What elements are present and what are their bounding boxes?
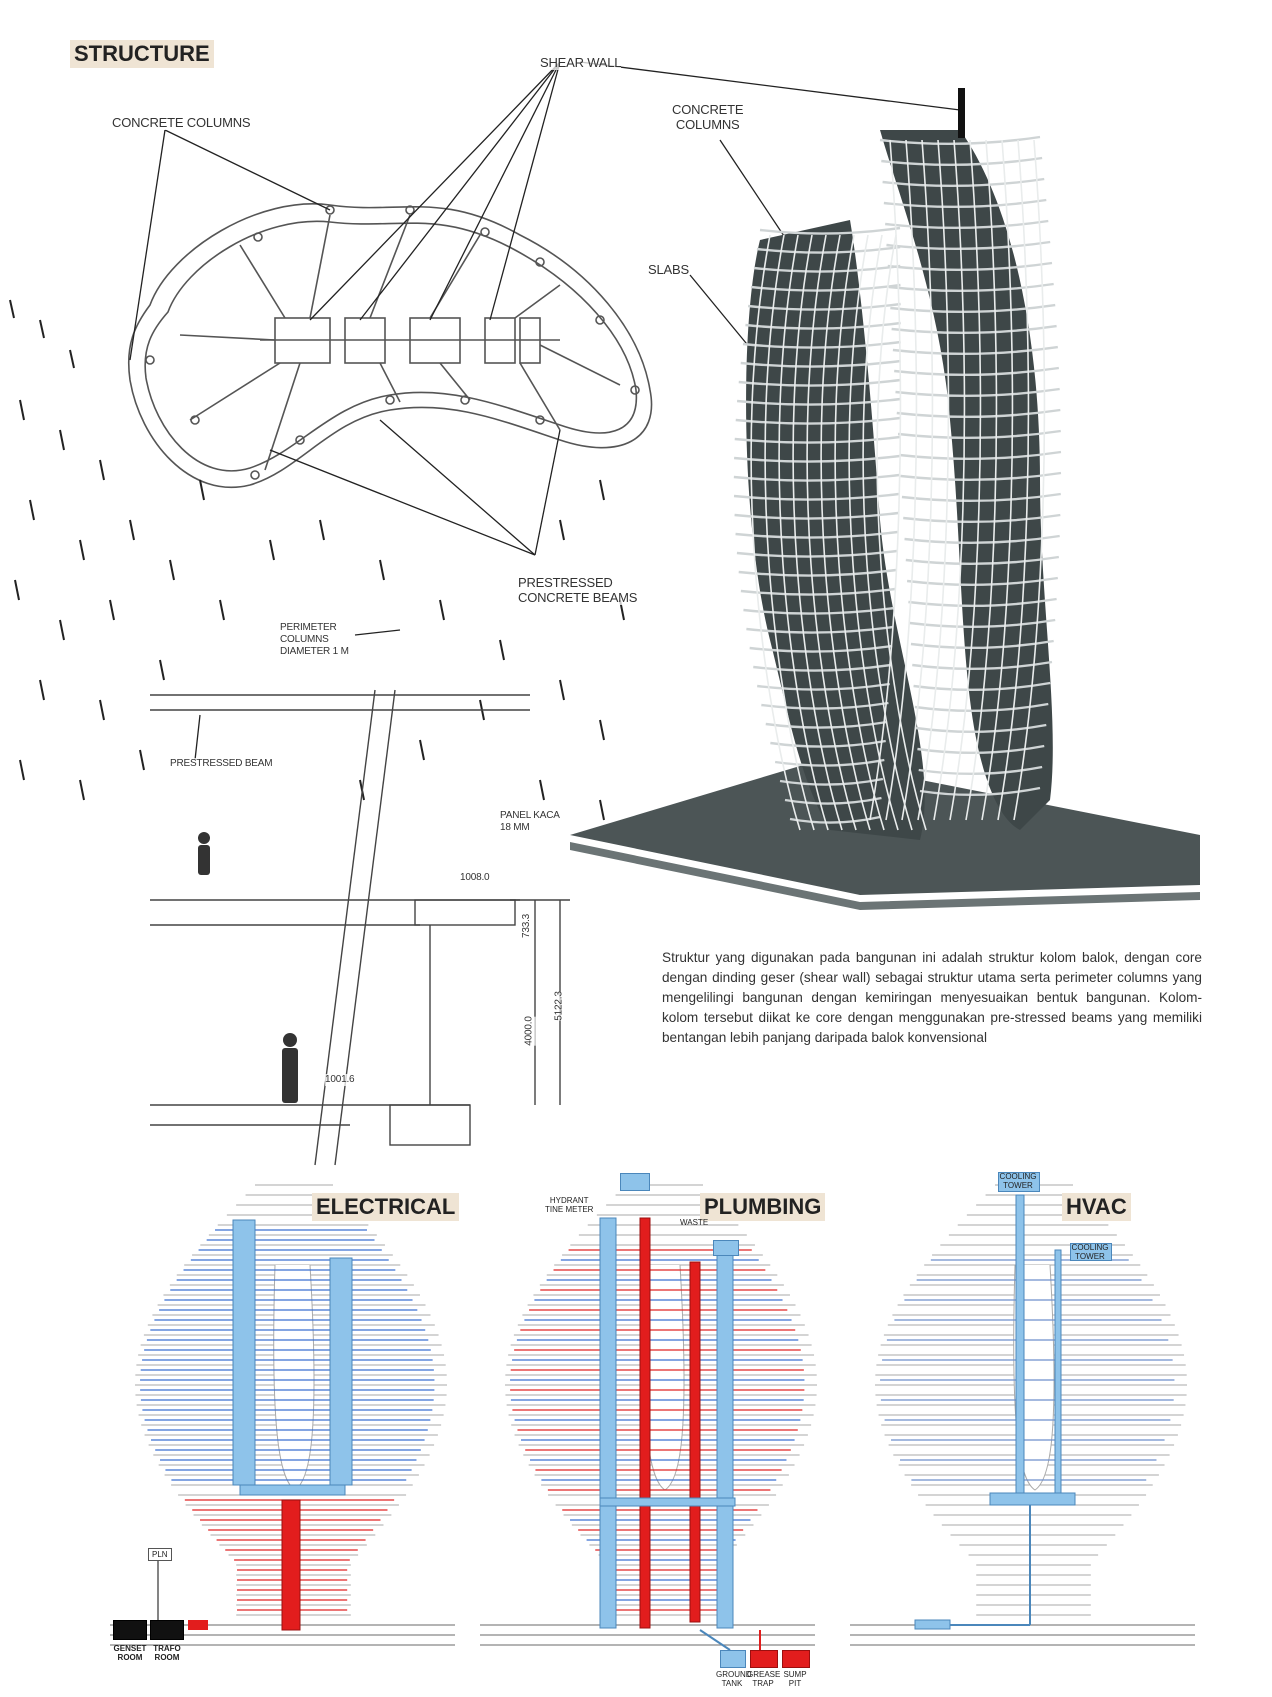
upper-tank-box [713,1240,739,1256]
pln-label: PLN [148,1548,172,1561]
label-prestressed-beam: PRESTRESSED BEAM [170,758,273,769]
hatch-marks [10,300,624,820]
label-concrete-columns-plan: CONCRETE COLUMNS [112,115,251,130]
human-figures [198,832,298,1103]
structure-title: STRUCTURE [70,40,214,68]
dim-c: 5122.3 [553,991,565,1021]
ground-lines [110,1625,1195,1645]
sump-pit-box [782,1650,810,1668]
plumbing-title: PLUMBING [700,1193,825,1221]
label-slabs: SLABS [648,262,689,277]
grease-trap-box [750,1650,778,1668]
dim-level-lower: 1001.6 [325,1074,355,1085]
system-gap [274,1265,314,1490]
trafo-room-box [150,1620,184,1640]
label-perimeter-columns: PERIMETER COLUMNS DIAMETER 1 M [280,622,349,657]
dim-a: 733.3 [521,913,533,939]
genset-room-box [113,1620,147,1640]
ground-tank-box [720,1650,746,1668]
dim-b: 4000.0 [523,1016,535,1046]
trafo-room-label: TRAFO ROOM [153,1644,181,1662]
dim-level-upper: 1008.0 [460,872,490,883]
waste-label: WASTE [680,1218,709,1227]
hydrant-label: HYDRANT TINE METER [545,1196,594,1214]
cooling-tower-label-top: COOLING TOWER [999,1172,1037,1190]
electrical-title: ELECTRICAL [312,1193,459,1221]
grease-trap-label: GREASE TRAP [747,1670,781,1688]
label-concrete-columns-3d: CONCRETE COLUMNS [672,102,744,132]
hvac-title: HVAC [1062,1193,1131,1221]
label-panel-kaca: PANEL KACA 18 MM [500,810,560,833]
label-shear-wall: SHEAR WALL [540,55,622,70]
structure-description: Struktur yang digunakan pada bangunan ini adalah struktur kolom balok, dengan core dengan dinding geser (shear wall) sebagai struktur utama serta perimeter columns yang mengelilingi bangunan dengan kemiringan menyesuaikan bentuk bangunan. Kolom-kolom tersebut diikat ke core dengan menggunakan pre-stressed beams yang memiliki bentangan lebih panjang daripada balok konvensional [662,950,1202,1045]
genset-room-label: GENSET ROOM [113,1644,147,1662]
ground-tank-label: GROUND TANK [716,1670,752,1688]
tower-3d [570,88,1200,910]
label-prestressed-concrete-beams: PRESTRESSED CONCRETE BEAMS [518,575,638,605]
floor-plan [129,204,652,488]
sump-pit-label: SUMP PIT [783,1670,807,1688]
roof-tank-box [620,1173,650,1191]
cooling-tower-label-mid: COOLING TOWER [1071,1243,1109,1261]
